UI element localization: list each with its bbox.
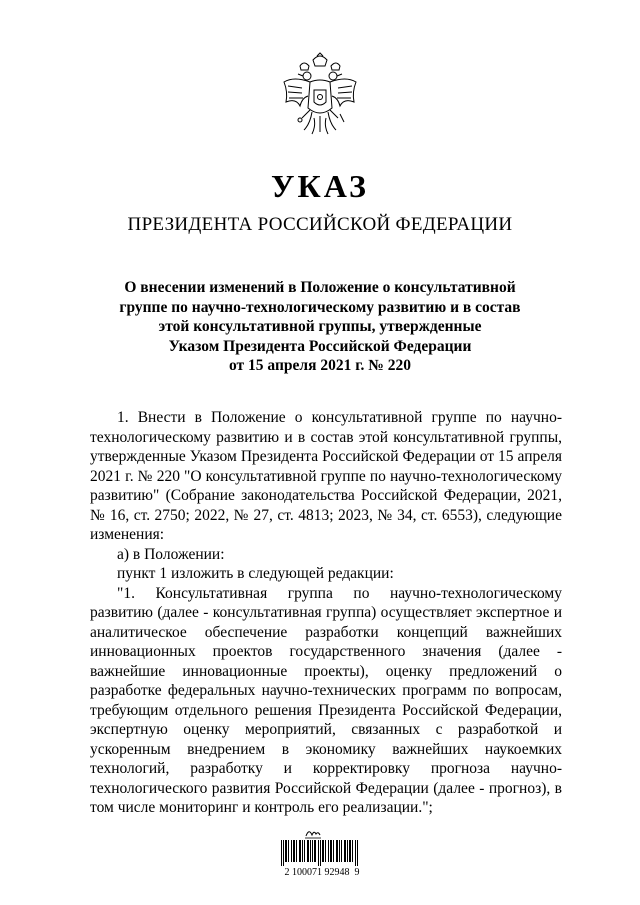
- heading-line: от 15 апреля 2021 г. № 220: [229, 357, 411, 374]
- document-title: УКАЗ: [271, 168, 369, 204]
- document-heading: [80, 278, 560, 376]
- heading-line: О внесении изменений в Положение о консультативной: [124, 279, 516, 296]
- handwritten-mark-icon: [304, 826, 322, 840]
- paragraph: "1. Консультативная группа по научно-технологическому развитию (далее - консультативная группа) осуществляет экспертное и аналитическое обеспечение разработки концепций важнейших инновационных проектов государственного значения (далее - важнейшие инновационные проекты), оценку предложений о разработке федеральных научно-технических программ по вопросам, требующим отдельного решения Президента Российской Федерации, экспертную оценку мероприятий, связанных с разработкой и ускоренным внедрением в экономику важнейших наукоемких технологий, разработку и корректировку прогноза научно-технологического развития Российской Федерации (далее - прогноз), в том числе мониторинг и контроль его реализации.";: [90, 584, 562, 816]
- heading-line: группе по научно-технологическому развитию и в состав: [119, 298, 521, 316]
- document-body: [90, 408, 562, 818]
- paragraph: а) в Положении:: [117, 545, 225, 563]
- heading-line: этой консультативной группы, утвержденные: [158, 318, 482, 335]
- barcode-number: 2 100071 92948 9: [284, 867, 360, 878]
- coat-of-arms-icon: [280, 52, 360, 144]
- paragraph: 1. Внести в Положение о консультативной группе по научно-технологическому развитию и в состав этой консультативной группы, утвержденные Указом Президента Российской Федерации от 15 апреля 2021 г. № 220 "О консультативной группе по научно-технологическому развитию" (Собрание законодательства Российской Федерации, 2021, № 16, ст. 2750; 2022, № 27, ст. 4813; 2023, № 34, ст. 6553), следующие изменения:: [90, 409, 562, 543]
- heading-line: Указом Президента Российской Федерации: [168, 337, 472, 355]
- barcode-icon: [281, 840, 359, 866]
- document-subtitle: ПРЕЗИДЕНТА РОССИЙСКОЙ ФЕДЕРАЦИИ: [127, 214, 513, 235]
- paragraph: пункт 1 изложить в следующей редакции:: [117, 565, 394, 582]
